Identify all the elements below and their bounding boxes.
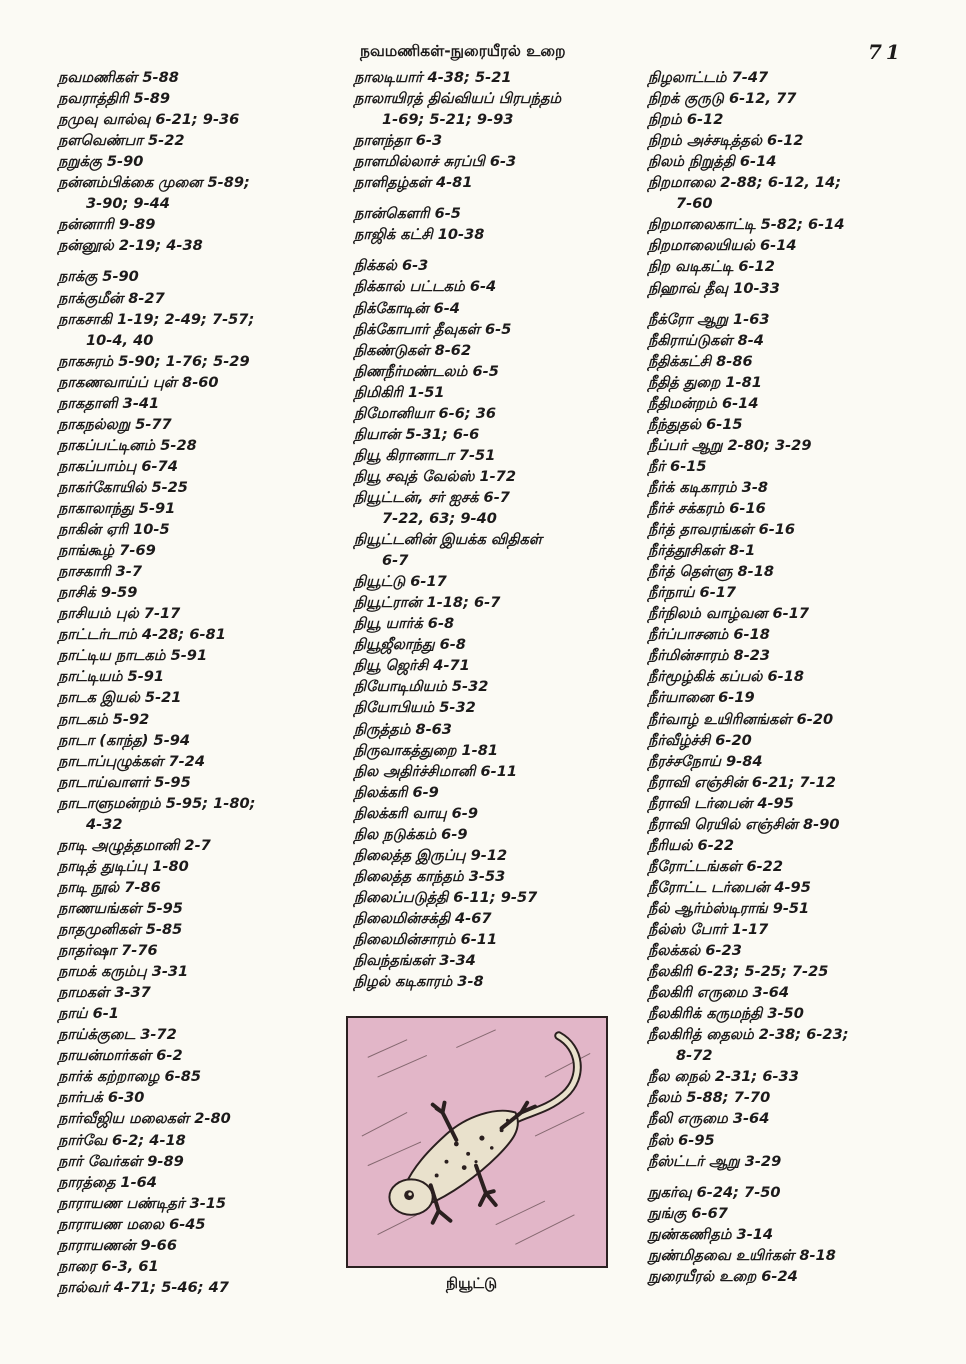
index-entry: நீராவி டர்பைன் 4-95 — [648, 794, 794, 812]
index-entry: நீகிராய்டுகள் 8-4 — [648, 331, 764, 349]
index-entry-continuation: 7-60 — [676, 195, 713, 213]
index-entry: நாணயங்கள் 5-95 — [58, 899, 183, 917]
index-entry: நியூ ஜெர்சி 4-71 — [354, 657, 470, 675]
index-entry: நாளமில்லாச் சுரப்பி 6-3 — [354, 153, 517, 171]
index-entry: நாகநல்லறு 5-77 — [58, 415, 172, 433]
index-entry: நாகர்கோயில் 5-25 — [58, 478, 188, 496]
index-entry: நீல நைல் 2-31; 6-33 — [648, 1068, 799, 1086]
index-entry: நால்வர் 4-71; 5-46; 47 — [58, 1278, 229, 1296]
index-entry: நீஸ் 6-95 — [648, 1131, 715, 1149]
index-entry: நாங்கூழ் 7-69 — [58, 542, 156, 560]
index-entry: நிவந்தங்கள் 3-34 — [354, 952, 476, 970]
newt-illustration — [346, 1016, 608, 1268]
index-entry: நாகணவாய்ப் புள் 8-60 — [58, 373, 219, 391]
index-entry: நீக்ரோ ஆறு 1-63 — [648, 310, 770, 328]
index-entry: நீஸ்ட்டர் ஆறு 3-29 — [648, 1152, 782, 1170]
index-entry: நீரோட்ட டர்பைன் 4-95 — [648, 878, 811, 896]
index-entry: நியோடிமியம் 5-32 — [354, 678, 489, 696]
index-entry: நிக்கால் பட்டகம் 6-4 — [354, 278, 497, 296]
index-entry: நீர்நிலம் வாழ்வன 6-17 — [648, 605, 810, 623]
index-entry: நிலம் நிறுத்தி 6-14 — [648, 153, 777, 171]
index-entry: நாசகாரி 3-7 — [58, 563, 142, 581]
index-entry: நாக்கு 5-90 — [58, 268, 139, 286]
index-entry: நாடி அழுத்தமானி 2-7 — [58, 836, 211, 854]
index-entry: நீர்மூழ்கிக் கப்பல் 6-18 — [648, 668, 805, 686]
index-entry: நீர்க் கடிகாரம் 3-8 — [648, 478, 769, 496]
index-entry: நீரியல் 6-22 — [648, 836, 735, 854]
index-entry: நாடாய்வாளர் 5-95 — [58, 773, 191, 791]
index-entry: நிலைமின்சாரம் 6-11 — [354, 931, 498, 948]
index-entry: நீர்ச் சக்கரம் 6-16 — [648, 500, 766, 517]
index-entry: நீராவி ரெயில் எஞ்சின் 8-90 — [648, 815, 840, 833]
index-entry: நாகின் ஏரி 10-5 — [58, 521, 170, 539]
index-entry: நாடாப்புழுக்கள் 7-24 — [58, 752, 205, 770]
index-entry: நியான் 5-31; 6-6 — [354, 425, 480, 443]
page-number: 71 — [868, 40, 904, 64]
index-entry: நில அதிர்ச்சிமானி 6-11 — [354, 762, 518, 780]
index-entry: நாளந்தா 6-3 — [354, 132, 443, 150]
index-entry: நான்கெளரி 6-5 — [354, 205, 461, 223]
index-entry: நீரோட்டங்கள் 6-22 — [648, 857, 783, 875]
index-entry: நாராயணன் 9-66 — [58, 1236, 177, 1254]
index-entry: நுண்மிதவை உயிர்கள் 8-18 — [648, 1246, 836, 1264]
index-entry: நீர் 6-15 — [648, 457, 707, 475]
index-entry: நிறம் 6-12 — [648, 111, 724, 129]
index-entry: நாய் 6-1 — [58, 1005, 119, 1023]
index-entry: நாட்டர்டாம் 4-28; 6-81 — [58, 626, 226, 644]
index-entry: நீலகிரிக் கருமந்தி 3-50 — [648, 1005, 804, 1023]
index-entry: நன்னாரி 9-89 — [58, 216, 156, 234]
index-entry: நியூட்டனின் இயக்க விதிகள் — [354, 531, 542, 549]
index-entry: நாடித் துடிப்பு 1-80 — [58, 857, 189, 875]
index-entry: நிகண்டுகள் 8-62 — [354, 341, 472, 359]
index-entry: நாமகள் 3-37 — [58, 984, 151, 1002]
index-entry: நாய்க்குடை 3-72 — [58, 1026, 177, 1044]
page-header-title: நவமணிகள்-நுரையீரல் உறை — [360, 42, 566, 60]
index-entry: நிழலாட்டம் 7-47 — [648, 69, 769, 86]
index-entry: நிறம் அச்சடித்தல் 6-12 — [648, 132, 804, 150]
index-entry: நீலகிரி 6-23; 5-25; 7-25 — [648, 963, 829, 981]
index-entry: நிலைத்த காந்தம் 3-53 — [354, 867, 506, 885]
index-entry-continuation: 10-4, 40 — [86, 331, 154, 349]
index-entry: நாமக் கரும்பு 3-31 — [58, 963, 189, 981]
index-entry: நிலைத்த இருப்பு 9-12 — [354, 846, 508, 864]
index-entry-continuation: 3-90; 9-44 — [86, 195, 170, 213]
index-entry: நியூ கிரானாடா 7-51 — [354, 446, 496, 464]
index-entry: நியூட்ரான் 1-18; 6-7 — [354, 594, 501, 612]
index-entry: நிருவாகத்துறை 1-81 — [354, 741, 499, 759]
index-entry: நவமணிகள் 5-88 — [58, 69, 179, 86]
index-entry: நீர்யானை 6-19 — [648, 689, 755, 707]
index-entry: நன்னூல் 2-19; 4-38 — [58, 237, 203, 255]
index-entry: நாடாளுமன்றம் 5-95; 1-80; — [58, 794, 256, 812]
index-entry: நாரத்தை 1-64 — [58, 1173, 157, 1191]
index-entry: நார் வேர்கள் 9-89 — [58, 1152, 184, 1170]
index-entry: நாலடியார் 4-38; 5-21 — [354, 69, 512, 86]
index-entry: நளவெண்பா 5-22 — [58, 132, 185, 150]
index-entry: நிலக்கரி வாயு 6-9 — [354, 804, 479, 822]
index-entry-continuation: 6-7 — [382, 552, 409, 570]
index-entry: நீலகிரித் தைலம் 2-38; 6-23; — [648, 1026, 849, 1044]
index-entry: நிக்கல் 6-3 — [354, 257, 429, 275]
index-entry: நிறமாலையியல் 6-14 — [648, 237, 797, 255]
index-entry: நீர்வீழ்ச்சி 6-20 — [648, 731, 752, 749]
index-entry: நில நடுக்கம் 6-9 — [354, 825, 468, 843]
index-entry: நறுக்கு 5-90 — [58, 153, 144, 171]
index-entry: நாதமுனிகள் 5-85 — [58, 921, 183, 938]
index-entry: நாஜிக் கட்சி 10-38 — [354, 226, 485, 244]
index-entry: நீர்த் தாவரங்கள் 6-16 — [648, 521, 796, 539]
index-entry-continuation: 8-72 — [676, 1047, 713, 1065]
index-entry: நீர்வாழ் உயிரினங்கள் 6-20 — [648, 710, 834, 728]
index-entry: நீதித் துறை 1-81 — [648, 373, 762, 391]
index-entry: நுரையீரல் உறை 6-24 — [648, 1267, 798, 1285]
index-entry: நிஹாவ் தீவு 10-33 — [648, 279, 780, 297]
index-entry: நிக்கோபார் தீவுகள் 6-5 — [354, 320, 512, 338]
index-entry: நீல்ஸ் போர் 1-17 — [648, 921, 769, 938]
index-entry: நீரச்சநோய் 9-84 — [648, 752, 763, 770]
index-entry: நீர்நாய் 6-17 — [648, 584, 737, 602]
index-entry: நியூட்டன், சர் ஐசக் 6-7 — [354, 488, 510, 506]
index-entry: நிறமாலைகாட்டி 5-82; 6-14 — [648, 216, 845, 234]
index-entry: நியூ யார்க் 6-8 — [354, 615, 455, 633]
index-entry: நிமோனியா 6-6; 36 — [354, 404, 497, 422]
index-entry: நியூஜீலாந்து 6-8 — [354, 636, 466, 654]
index-entry: நிணநீர்மண்டலம் 6-5 — [354, 362, 499, 380]
index-entry: நவராத்திரி 5-89 — [58, 90, 171, 108]
index-entry: நாகப்பட்டினம் 5-28 — [58, 436, 197, 454]
index-entry: நாயன்மார்கள் 6-2 — [58, 1047, 183, 1065]
index-entry: நாடகம் 5-92 — [58, 710, 150, 728]
index-entry: நீலக்கல் 6-23 — [648, 942, 742, 960]
index-entry: நியூ சவுத் வேல்ஸ் 1-72 — [354, 467, 516, 485]
index-entry: நிமிகிரி 1-51 — [354, 383, 445, 401]
index-entry: நாடா (காந்த) 5-94 — [58, 731, 191, 749]
index-entry: நாசிக் 9-59 — [58, 584, 138, 602]
index-entry: நிலைமின்சக்தி 4-67 — [354, 909, 492, 927]
index-entry: நீலம் 5-88; 7-70 — [648, 1089, 771, 1107]
index-entry: நார்க் கற்றாழை 6-85 — [58, 1068, 202, 1086]
index-entry: நாகப்பாம்பு 6-74 — [58, 457, 178, 475]
index-entry: நாராயண பண்டிதர் 3-15 — [58, 1194, 227, 1212]
index-entry: நமுவு வால்வு 6-21; 9-36 — [58, 111, 240, 129]
index-entry: நாட்டிய நாடகம் 5-91 — [58, 647, 208, 665]
index-entry: நீர்த்தூசிகள் 8-1 — [648, 542, 756, 560]
index-entry: நாசியம் புல் 7-17 — [58, 605, 181, 623]
index-entry: நீர்மின்சாரம் 8-23 — [648, 647, 771, 665]
index-entry: நிறமாலை 2-88; 6-12, 14; — [648, 174, 842, 192]
index-entry: நியோபியம் 5-32 — [354, 699, 476, 717]
index-entry: நிலக்கரி 6-9 — [354, 783, 439, 801]
index-entry: நிழல் கடிகாரம் 3-8 — [354, 973, 484, 991]
index-entry: நிருத்தம் 8-63 — [354, 720, 452, 738]
index-entry: நாகசுரம் 5-90; 1-76; 5-29 — [58, 352, 250, 370]
index-entry: நன்னம்பிக்கை முனை 5-89; — [58, 174, 250, 192]
index-entry-continuation: 4-32 — [86, 815, 123, 833]
index-entry: நிக்கோடின் 6-4 — [354, 299, 460, 317]
index-entry: நார்வே 6-2; 4-18 — [58, 1131, 186, 1149]
index-entry: நீல் ஆர்ம்ஸ்டிராங் 9-51 — [648, 899, 810, 917]
index-entry: நிற வடிகட்டி 6-12 — [648, 258, 775, 276]
index-entry: நீலி எருமை 3-64 — [648, 1110, 770, 1128]
index-entry: நாளிதழ்கள் 4-81 — [354, 174, 473, 192]
index-entry: நீர்ப்பாசனம் 6-18 — [648, 626, 770, 644]
index-entry: நீதிமன்றம் 6-14 — [648, 394, 759, 412]
index-entry: நாகதாளி 3-41 — [58, 394, 160, 412]
index-entry: நீப்பர் ஆறு 2-80; 3-29 — [648, 436, 812, 454]
index-entry: நாடக இயல் 5-21 — [58, 689, 182, 707]
index-entry: நார்பக் 6-30 — [58, 1089, 145, 1107]
index-entry: நுகர்வு 6-24; 7-50 — [648, 1183, 781, 1201]
index-entry: நீதிக்கட்சி 8-86 — [648, 352, 753, 370]
index-entry: நீந்துதல் 6-15 — [648, 415, 743, 433]
figure-caption: நியூட்டு — [446, 1275, 498, 1292]
index-entry: நாரை 6-3, 61 — [58, 1257, 159, 1275]
index-entry: நியூட்டு 6-17 — [354, 573, 447, 591]
index-entry-continuation: 1-69; 5-21; 9-93 — [382, 111, 514, 129]
index-entry: நீலகிரி எருமை 3-64 — [648, 984, 790, 1002]
index-entry: நாகாலாந்து 5-91 — [58, 500, 176, 517]
index-entry: நிறக் குருடு 6-12, 77 — [648, 90, 797, 108]
index-entry: நாட்டியம் 5-91 — [58, 668, 165, 686]
index-entry: நாக்குமீன் 8-27 — [58, 289, 165, 307]
index-entry: நுங்கு 6-67 — [648, 1204, 728, 1222]
index-entry: நிலைப்படுத்தி 6-11; 9-57 — [354, 888, 538, 906]
index-entry: நுண்கணிதம் 3-14 — [648, 1225, 774, 1243]
index-entry: நாடி நூல் 7-86 — [58, 878, 161, 896]
index-entry: நாலாயிரத் திவ்வியப் பிரபந்தம் — [354, 90, 562, 108]
index-entry: நீராவி எஞ்சின் 6-21; 7-12 — [648, 773, 836, 791]
index-entry-continuation: 7-22, 63; 9-40 — [382, 510, 497, 527]
index-entry: நீர்த் தெள்ளு 8-18 — [648, 563, 775, 581]
index-entry: நாராயண மலை 6-45 — [58, 1215, 206, 1233]
index-entry: நார்வீஜிய மலைகள் 2-80 — [58, 1110, 231, 1128]
index-entry: நாகசாகி 1-19; 2-49; 7-57; — [58, 310, 255, 328]
index-entry: நாதர்ஷா 7-76 — [58, 942, 158, 960]
